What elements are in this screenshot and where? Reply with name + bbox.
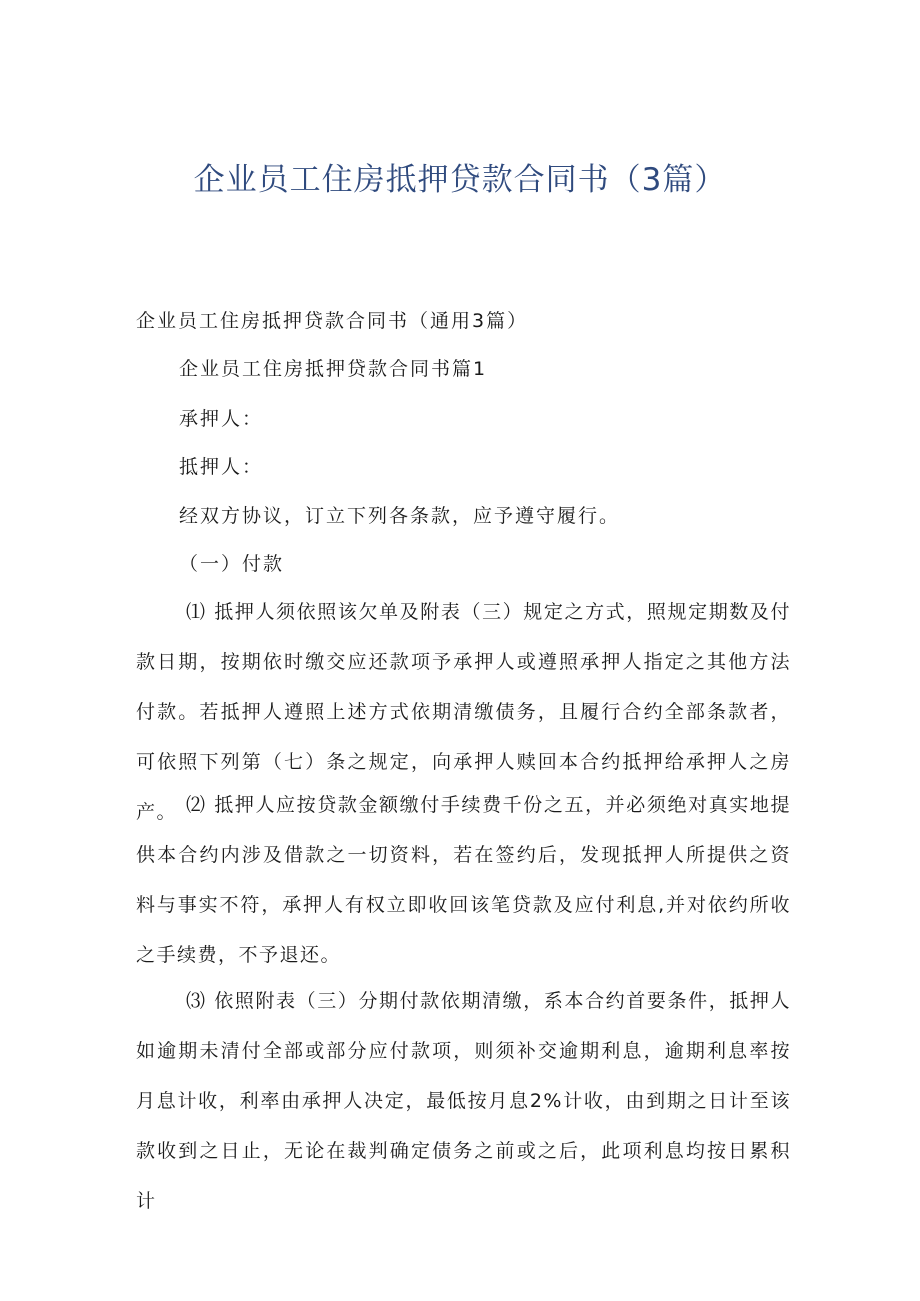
mortgagee-label: 承押人： bbox=[179, 408, 264, 430]
document-title: 企业员工住房抵押贷款合同书（3篇） bbox=[193, 162, 727, 198]
paragraph-2: ⑵ 抵押人应按贷款金额缴付手续费千份之五，并必须绝对真实地提供本合约内涉及借款之一切资料，若在签约后，发现抵押人所提供之资料与事实不符，承押人有权立即收回该笔贷款及应付利息,并对依约所收之手续费，不予退还。 bbox=[136, 794, 791, 966]
clause-heading: （一）付款 bbox=[179, 553, 285, 575]
document-subtitle: 企业员工住房抵押贷款合同书（通用3篇） bbox=[136, 310, 529, 332]
paragraph-1: ⑴ 抵押人须依照该欠单及附表（三）规定之方式，照规定期数及付款日期，按期依时缴交应还款项予承押人或遵照承押人指定之其他方法付款。若抵押人遵照上述方式依期清缴债务，且履行合约全部条款者，可依照下列第（七）条之规定，向承押人赎回本合约抵押给承押人之房产。 bbox=[136, 601, 791, 823]
preamble-text: 经双方协议，订立下列各条款，应予遵守履行。 bbox=[179, 505, 621, 527]
mortgagor-label: 抵押人： bbox=[179, 456, 264, 478]
paragraph-3: ⑶ 依照附表（三）分期付款依期清缴，系本合约首要条件，抵押人如逾期未清付全部或部分应付款项，则须补交逾期利息，逾期利息率按月息计收，利率由承押人决定，最低按月息2%计收，由到期之日计至该款收到之日止，无论在裁判确定债务之前或之后，此项利息均按日累积计 bbox=[136, 990, 791, 1212]
section-heading: 企业员工住房抵押贷款合同书篇1 bbox=[179, 358, 488, 380]
